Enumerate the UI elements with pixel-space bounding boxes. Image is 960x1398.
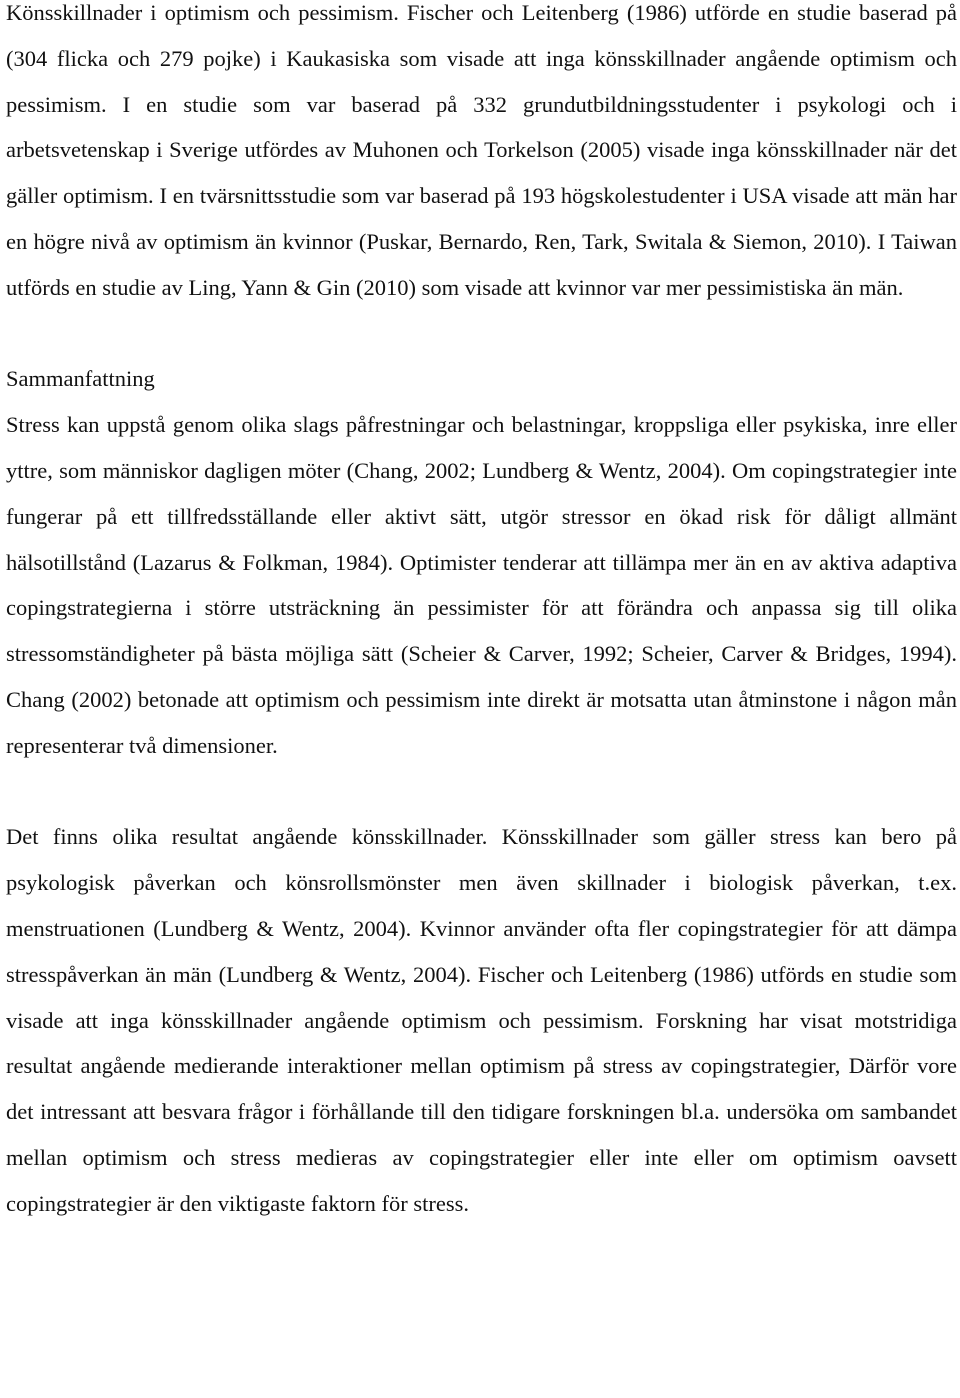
section-heading: Sammanfattning — [6, 366, 155, 392]
body-paragraph: Det finns olika resultat angående könsskillnader. Könsskillnader som gäller stress kan bero på psykologisk påverkan och könsrollsmönster men även skillnader i biologisk påverkan, t.ex. menstruationen (Lundberg & Wentz, 2004). Kvinnor använder ofta fler copingstrategier för att dämpa stresspåverkan än män (Lundberg & Wentz, 2004). Fischer och Leitenberg (1986) utförds en studie som visade att inga könsskillnader angående optimism och pessimism. Forskning har visat motstridiga resultat angående medierande interaktioner mellan optimism på stress av copingstrategier, Därför vore det intressant att besvara frågor i förhållande till den tidigare forskningen bl.a. undersöka om sambandet mellan optimism och stress medieras av copingstrategier eller inte eller om optimism oavsett copingstrategier är den viktigaste faktorn för stress. — [6, 824, 957, 1216]
body-paragraph: Könsskillnader i optimism och pessimism. Fischer och Leitenberg (1986) utförde en studie baserad på (304 flicka och 279 pojke) i Kaukasiska som visade att inga könsskillnader angående optimism och pessimism. I en studie som var baserad på 332 grundutbildningsstudenter i psykologi och i arbetsvetenskap i Sverige utfördes av Muhonen och Torkelson (2005) visade inga könsskillnader när det gäller optimism. I en tvärsnittsstudie som var baserad på 193 högskolestudenter i USA visade att män har en högre nivå av optimism än kvinnor (Puskar, Bernardo, Ren, Tark, Switala & Siemon, 2010). I Taiwan utförds en studie av Ling, Yann & Gin (2010) som visade att kvinnor var mer pessimistiska än män. — [6, 0, 957, 300]
body-paragraph: Stress kan uppstå genom olika slags påfrestningar och belastningar, kroppsliga eller psykiska, inre eller yttre, som människor dagligen möter (Chang, 2002; Lundberg & Wentz, 2004). Om copingstrategier inte fungerar på ett tillfredsställande eller aktivt sätt, utgör stressor en ökad risk för dåligt allmänt hälsotillstånd (Lazarus & Folkman, 1984). Optimister tenderar att tillämpa mer än en av aktiva adaptiva copingstrategierna i större utsträckning än pessimister för att förändra och anpassa sig till olika stressomständigheter på bästa möjliga sätt (Scheier & Carver, 1992; Scheier, Carver & Bridges, 1994). Chang (2002) betonade att optimism och pessimism inte direkt är motsatta utan åtminstone i någon mån representerar två dimensioner. — [6, 412, 957, 758]
document-page — [6, 0, 957, 1227]
